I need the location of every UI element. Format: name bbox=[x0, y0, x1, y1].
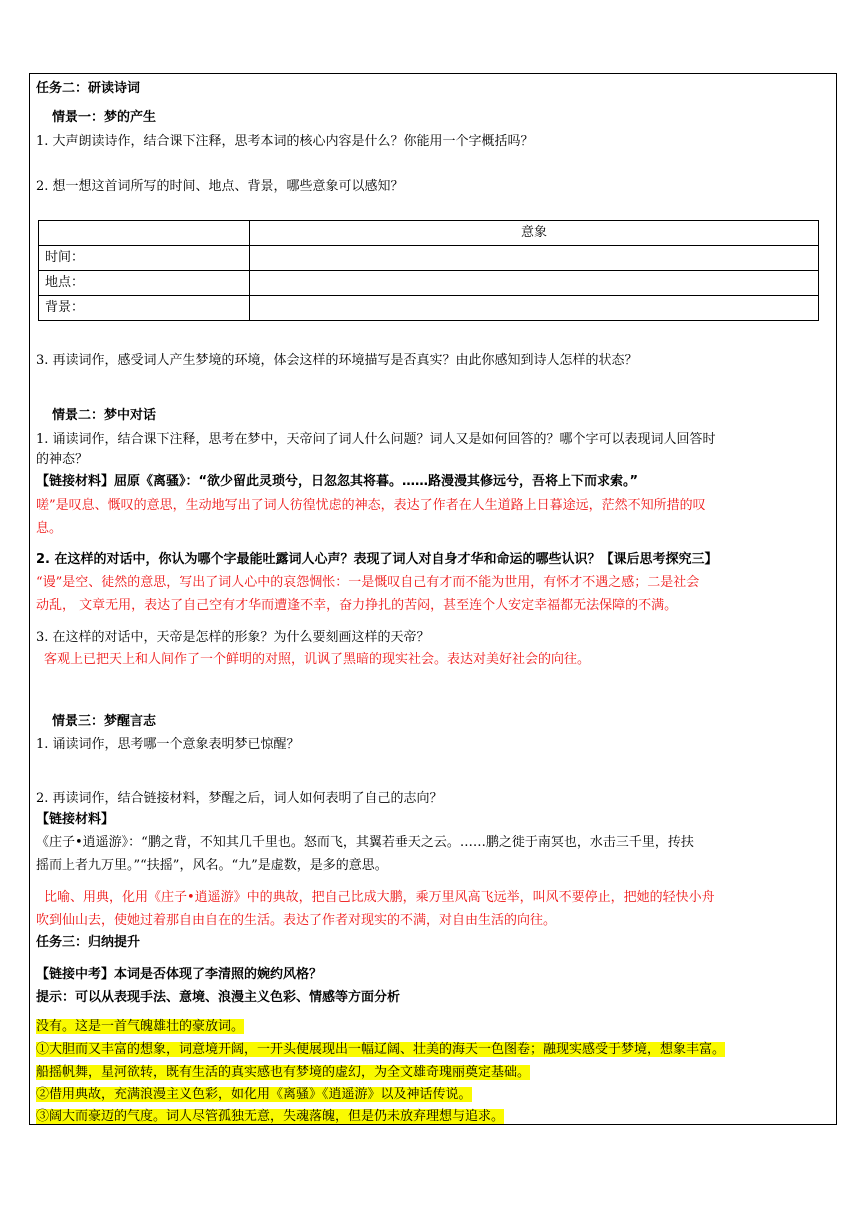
scene2-answer-2-line2: 动乱， 文章无用，表达了自己空有才华而遭逢不幸，奋力挣扎的苦闷，甚至连个人安定幸福都无法保障的不满。 bbox=[36, 598, 678, 613]
scene3-answer-line2: 吹到仙山去，使她过着那自由自在的生活。表达了作者对现实的不满，对自由生活的向往。 bbox=[36, 913, 557, 928]
scene2-question-3: 3. 在这样的对话中，天帝是怎样的形象？为什么要刻画这样的天帝？ bbox=[36, 630, 430, 645]
table-row bbox=[39, 296, 819, 321]
scene2-link-material: 【链接材料】屈原《离骚》：“欲少留此灵琐兮，日忽忽其将暮。……路漫漫其修远兮，吾将上下而求索。” bbox=[36, 474, 639, 489]
scene3-question-2: 2. 再读词作，结合链接材料，梦醒之后，词人如何表明了自己的志向？ bbox=[36, 791, 443, 806]
table-row-label-place: 地点： bbox=[39, 271, 250, 296]
scene1-title: 情景一：梦的产生 bbox=[52, 110, 157, 125]
scene3-answer-line1: 比喻、用典，化用《庄子•逍遥游》中的典故，把自己比成大鹏，乘万里风高飞远举，叫风不要停止，把她的轻快小舟 bbox=[44, 890, 715, 905]
table-cell-background[interactable] bbox=[250, 296, 819, 321]
scene2-answer-3: 客观上已把天上和人间作了一个鲜明的对照，讥讽了黑暗的现实社会。表达对美好社会的向往。 bbox=[44, 652, 591, 667]
task3-answer-3: ②借用典故，充满浪漫主义色彩，如化用《离骚》《逍遥游》以及神话传说。 bbox=[36, 1087, 472, 1102]
table-row-label-background: 背景： bbox=[39, 296, 250, 321]
scene3-link-line2: 摇而上者九万里。”“扶摇”，风名。“九”是虚数，是多的意思。 bbox=[36, 858, 388, 873]
imagery-table bbox=[38, 220, 819, 321]
scene1-question-2: 2. 想一想这首词所写的时间、地点、背景，哪些意象可以感知？ bbox=[36, 179, 404, 194]
scene2-question-2: 2. 在这样的对话中，你认为哪个字最能吐露词人心声？表现了词人对自身才华和命运的哪些认识？【课后思考探究三】 bbox=[36, 552, 718, 567]
table-cell-place[interactable] bbox=[250, 271, 819, 296]
table-row-label-time: 时间： bbox=[39, 246, 250, 271]
scene2-answer-1-line1: 嗟”是叹息、慨叹的意思，生动地写出了词人彷徨忧虑的神态，表达了作者在人生道路上日暮途远，茫然不知所措的叹 bbox=[36, 498, 706, 513]
scene2-question-1-line2: 的神态？ bbox=[36, 452, 89, 467]
scene3-question-1: 1. 诵读词作，思考哪一个意象表明梦已惊醒？ bbox=[36, 737, 300, 752]
table-row bbox=[39, 246, 819, 271]
scene3-link-title: 【链接材料】 bbox=[36, 812, 115, 827]
task3-hint: 提示：可以从表现手法、意境、浪漫主义色彩、情感等方面分析 bbox=[36, 990, 401, 1005]
scene3-title: 情景三：梦醒言志 bbox=[52, 714, 157, 729]
scene3-link-line1: 《庄子•逍遥游》：“鹏之背，不知其几千里也。怒而飞，其翼若垂天之云。……鹏之徙于南冥也，水击三千里，抟扶 bbox=[36, 835, 694, 850]
scene1-question-1: 1. 大声朗读诗作，结合课下注释，思考本词的核心内容是什么？你能用一个字概括吗？ bbox=[36, 134, 534, 149]
task3-answer-4: ③阔大而豪迈的气度。词人尽管孤独无意，失魂落魄，但是仍未放弃理想与追求。 bbox=[36, 1109, 505, 1124]
task3-title: 任务三：归纳提升 bbox=[36, 935, 141, 950]
scene2-question-1-line1: 1. 诵读词作，结合课下注释，思考在梦中，天帝问了词人什么问题？词人又是如何回答的？哪个字可以表现词人回答时 bbox=[36, 432, 716, 447]
task2-title: 任务二：研读诗词 bbox=[36, 81, 141, 96]
table-row bbox=[39, 271, 819, 296]
table-row bbox=[39, 221, 819, 246]
task3-answer-1: ①大胆而又丰富的想象，词意境开阔，一开头便展现出一幅辽阔、壮美的海天一色图卷；融现实感受于梦境，想象丰富。 bbox=[36, 1042, 726, 1057]
table-header-imagery: 意象 bbox=[250, 221, 819, 246]
scene2-answer-1-line2: 息。 bbox=[36, 521, 63, 536]
scene2-title: 情景二：梦中对话 bbox=[52, 408, 157, 423]
task3-answer-0: 没有。这是一首气魄雄壮的豪放词。 bbox=[36, 1019, 245, 1034]
table-cell bbox=[39, 221, 250, 246]
table-cell-time[interactable] bbox=[250, 246, 819, 271]
scene2-answer-2-line1: “谩”是空、徒然的意思，写出了词人心中的哀怨惆怅：一是慨叹自己有才而不能为世用，有怀才不遇之感；二是社会 bbox=[36, 575, 700, 590]
task3-answer-2: 船摇帆舞，星河欲转，既有生活的真实感也有梦境的虚幻，为全文雄奇瑰丽奠定基础。 bbox=[36, 1065, 531, 1080]
scene1-question-3: 3. 再读词作，感受词人产生梦境的环境，体会这样的环境描写是否真实？由此你感知到诗人怎样的状态？ bbox=[36, 353, 638, 368]
task3-link-exam: 【链接中考】本词是否体现了李清照的婉约风格？ bbox=[36, 967, 323, 982]
